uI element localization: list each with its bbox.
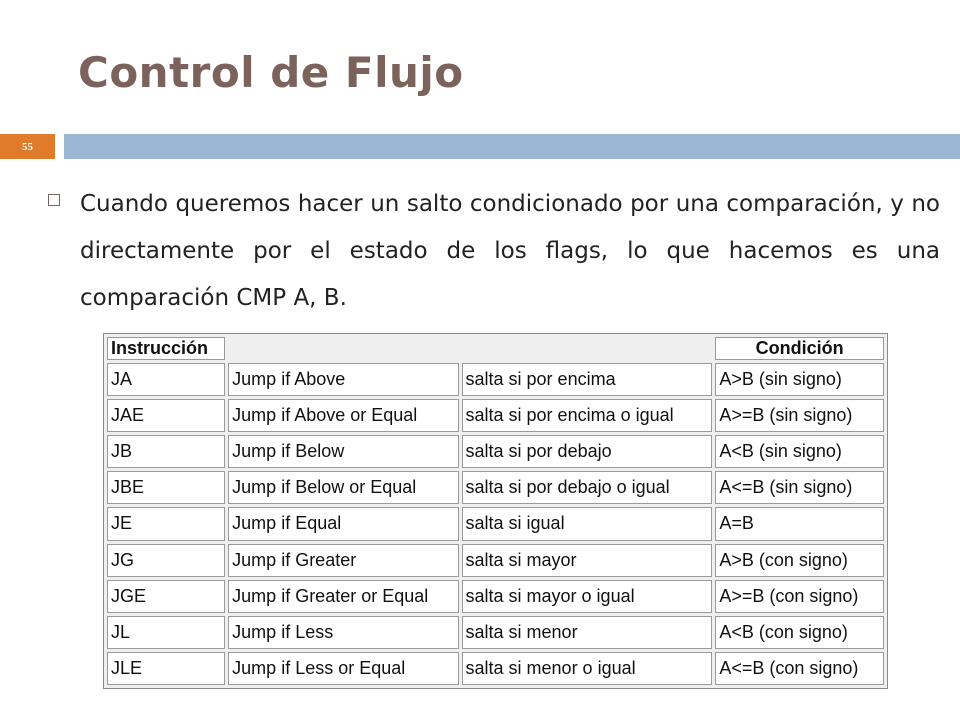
cell-condition: A<=B (sin signo) — [715, 471, 884, 504]
cell-spanish-meaning: salta si mayor — [462, 544, 713, 577]
cell-instruction: JLE — [107, 652, 225, 685]
cell-condition: A=B — [715, 507, 884, 540]
table-row — [107, 544, 884, 577]
cell-english-meaning: Jump if Greater or Equal — [228, 580, 458, 613]
header-bar — [64, 134, 960, 159]
cell-english-meaning: Jump if Less or Equal — [228, 652, 458, 685]
cell-instruction: JG — [107, 544, 225, 577]
table-row — [107, 435, 884, 468]
cell-english-meaning: Jump if Equal — [228, 507, 458, 540]
table-row — [107, 652, 884, 685]
table-row — [107, 399, 884, 432]
square-bullet-icon — [48, 194, 60, 206]
jump-instructions-table — [103, 333, 888, 689]
cell-condition: A>=B (sin signo) — [715, 399, 884, 432]
cell-condition: A>B (con signo) — [715, 544, 884, 577]
cell-condition: A<B (sin signo) — [715, 435, 884, 468]
page-number: 55 — [0, 134, 55, 159]
header-empty — [462, 337, 713, 360]
cell-spanish-meaning: salta si menor o igual — [462, 652, 713, 685]
cell-spanish-meaning: salta si mayor o igual — [462, 580, 713, 613]
slide-title: Control de Flujo — [78, 48, 464, 97]
cell-english-meaning: Jump if Below — [228, 435, 458, 468]
bullet-text: Cuando queremos hacer un salto condicionado por una comparación, y no directamente por el estado de los flags, lo que hacemos es una comparación CMP A, B. — [80, 191, 940, 311]
cell-instruction: JAE — [107, 399, 225, 432]
cell-english-meaning: Jump if Below or Equal — [228, 471, 458, 504]
cell-instruction: JB — [107, 435, 225, 468]
table-row — [107, 471, 884, 504]
table-row — [107, 507, 884, 540]
table-body — [107, 363, 884, 685]
cell-spanish-meaning: salta si por debajo — [462, 435, 713, 468]
cell-instruction: JBE — [107, 471, 225, 504]
cell-spanish-meaning: salta si igual — [462, 507, 713, 540]
cell-instruction: JL — [107, 616, 225, 649]
table-row — [107, 616, 884, 649]
cell-english-meaning: Jump if Above or Equal — [228, 399, 458, 432]
header-condicion: Condición — [715, 337, 884, 360]
cell-condition: A<B (con signo) — [715, 616, 884, 649]
cell-condition: A>B (sin signo) — [715, 363, 884, 396]
cell-english-meaning: Jump if Less — [228, 616, 458, 649]
cell-condition: A>=B (con signo) — [715, 580, 884, 613]
cell-spanish-meaning: salta si por encima o igual — [462, 399, 713, 432]
cell-instruction: JE — [107, 507, 225, 540]
cell-english-meaning: Jump if Greater — [228, 544, 458, 577]
cell-english-meaning: Jump if Above — [228, 363, 458, 396]
cell-instruction: JA — [107, 363, 225, 396]
table-row — [107, 580, 884, 613]
header-empty — [228, 337, 458, 360]
table-header-row — [107, 337, 884, 360]
header-instruccion: Instrucción — [107, 337, 225, 360]
cell-spanish-meaning: salta si por encima — [462, 363, 713, 396]
table-row — [107, 363, 884, 396]
cell-condition: A<=B (con signo) — [715, 652, 884, 685]
cell-spanish-meaning: salta si por debajo o igual — [462, 471, 713, 504]
cell-spanish-meaning: salta si menor — [462, 616, 713, 649]
cell-instruction: JGE — [107, 580, 225, 613]
